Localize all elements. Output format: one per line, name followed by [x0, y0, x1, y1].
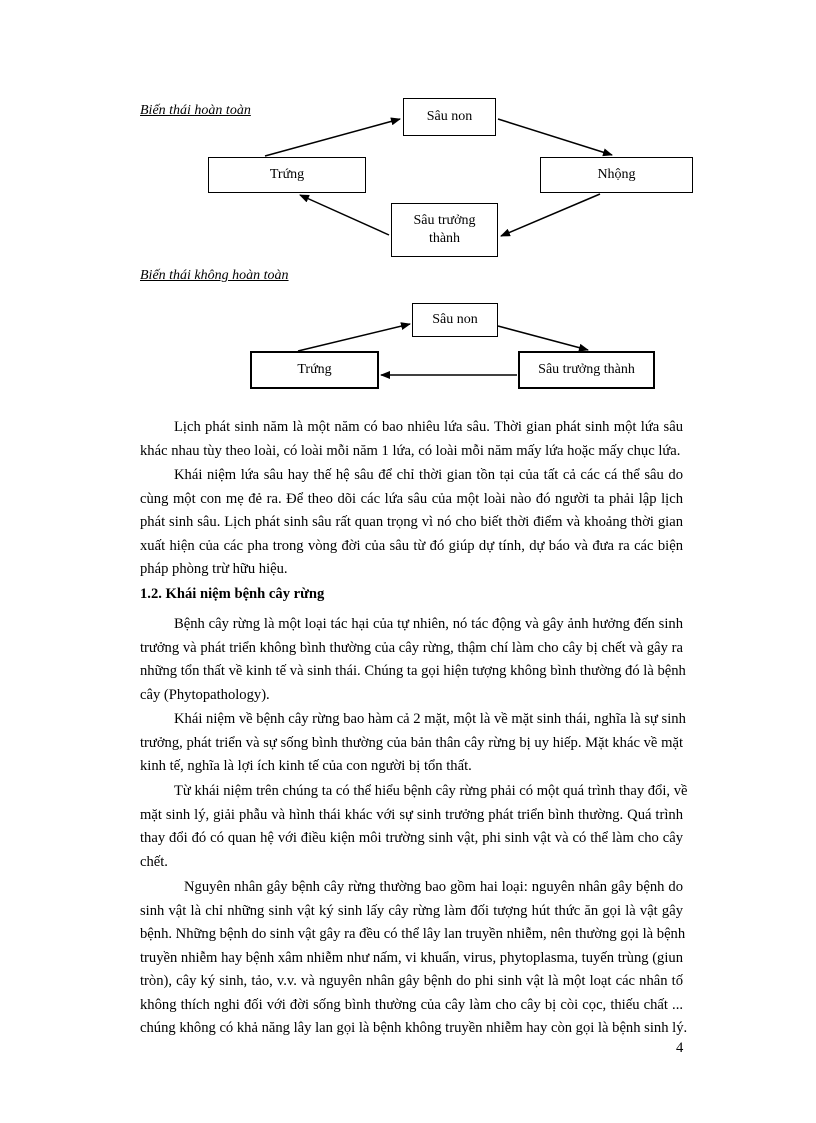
arrow-egg-to-larva [265, 119, 400, 156]
text-line: phát sinh sâu. Lịch phát sinh sâu rất quan trọng vì nó cho biết thời điểm và khoảng thời gian [140, 514, 683, 530]
text-line: Từ khái niệm trên chúng ta có thể hiểu bệnh cây rừng phải có một quá trình thay đổi, về [174, 783, 688, 799]
section-heading: 1.2. Khái niệm bệnh cây rừng [140, 586, 325, 602]
text-line: sinh vật là chỉ những sinh vật ký sinh lấy cây rừng làm đối tượng hút thức ăn gọi là vật gây [140, 902, 683, 919]
diagram-arrows [0, 0, 816, 420]
paragraph-3 [140, 613, 686, 707]
text-line: trưởng và phát triển không bình thường của cây rừng, thậm chí làm cho cây bị chết và gây ra [140, 639, 683, 656]
diagram-complete-label: Biến thái hoàn toàn [140, 103, 251, 118]
paragraph-2 [140, 464, 683, 582]
text-line: những tổn thất về kinh tế và sinh thái. Chúng ta gọi hiện tượng không bình thường đó là bệnh [140, 663, 686, 679]
paragraph-4 [140, 708, 686, 779]
node-adult-incomplete-text: Sâu trưởng thành [538, 362, 635, 377]
node-adult-complete-text-1: Sâu trưởng [413, 213, 476, 228]
node-larva-complete-text: Sâu non [426, 109, 473, 124]
text-line: chúng không có khả năng lây lan gọi là bệnh không truyền nhiễm hay còn gọi là bệnh sinh lý. [140, 1020, 688, 1036]
text-line: pháp phòng trừ hữu hiệu. [140, 561, 288, 577]
text-line: mặt sinh lý, giải phẫu và hình thái khác với sự sinh trưởng phát triển bình thường. Quá trình [140, 806, 683, 823]
node-larva-incomplete-text: Sâu non [432, 312, 478, 327]
arrow-larva-to-adult-2 [498, 326, 588, 350]
text-line: bệnh. Những bệnh do sinh vật gây ra đều có thể lây lan truyền nhiễm, nên thường gọi là bệnh [140, 926, 686, 942]
text-line: kinh tế, nghĩa là lợi ích kinh tế của con người bị tổn thất. [140, 758, 472, 774]
arrow-egg-to-larva-2 [298, 324, 410, 351]
text-line: thay đổi đó có quan hệ với điều kiện môi trường sinh vật, phi sinh vật và có thể làm cho cây [140, 830, 683, 846]
paragraph-1 [140, 416, 683, 463]
node-egg-incomplete-text: Trứng [297, 362, 332, 377]
text-line: Khái niệm về bệnh cây rừng bao hàm cả 2 mặt, một là về mặt sinh thái, nghĩa là sự sinh [174, 711, 686, 727]
paragraph-5 [140, 780, 688, 874]
text-line: Nguyên nhân gây bệnh cây rừng thường bao gồm hai loại: nguyên nhân gây bệnh do [184, 879, 683, 895]
text-line: cây (Phytopathology). [140, 686, 270, 703]
node-adult-complete-text-2: thành [428, 231, 461, 246]
arrow-larva-to-pupa [498, 119, 612, 155]
node-egg-complete-text: Trứng [269, 167, 305, 182]
text-line: xuất hiện của các pha trong vòng đời của sâu từ đó giúp dự tính, dự báo và đưa ra các biện [140, 537, 683, 554]
text-line: không thích nghi đối với đời sống bình thường của cây làm cho cây bị còi cọc, thiếu chất ... [140, 996, 683, 1013]
text-line: Lịch phát sinh năm là một năm có bao nhiêu lứa sâu. Thời gian phát sinh một lứa sâu [174, 419, 683, 435]
node-pupa-complete-text: Nhộng [597, 167, 636, 182]
page-number: 4 [676, 1040, 684, 1056]
text-line: khác nhau tùy theo loài, có loài mỗi năm 1 lứa, có loài mỗi năm mấy lứa hoặc mấy chục lứa. [140, 442, 681, 459]
text-line: Khái niệm lứa sâu hay thế hệ sâu để chỉ thời gian tồn tại của tất cả các cá thể sâu do [174, 467, 683, 483]
text-line: Bệnh cây rừng là một loại tác hại của tự nhiên, nó tác động và gây ảnh hưởng đến sinh [174, 616, 683, 632]
arrow-adult-to-egg [300, 195, 389, 235]
arrow-pupa-to-adult [501, 194, 600, 236]
text-line: cùng một con mẹ đẻ ra. Để theo dõi các lứa sâu của một loài nào đó người ta phải lập lịch [140, 490, 683, 507]
diagram-incomplete-label: Biến thái không hoàn toàn [140, 268, 289, 283]
text-line: truyền nhiễm hay bệnh xâm nhiễm như nấm, vi khuẩn, virus, phytoplasma, tuyến trùng (giun [140, 949, 683, 966]
paragraph-6 [140, 876, 688, 1041]
text-line: tròn), cây ký sinh, tảo, v.v. và nguyên nhân gây bệnh do phi sinh vật là một loạt các nhân tố [140, 973, 683, 989]
text-line: trưởng, phát triển và sự sống bình thường của bản thân cây rừng bị uy hiếp. Mặt khác về mặt [140, 734, 683, 751]
text-line: chết. [140, 853, 168, 870]
